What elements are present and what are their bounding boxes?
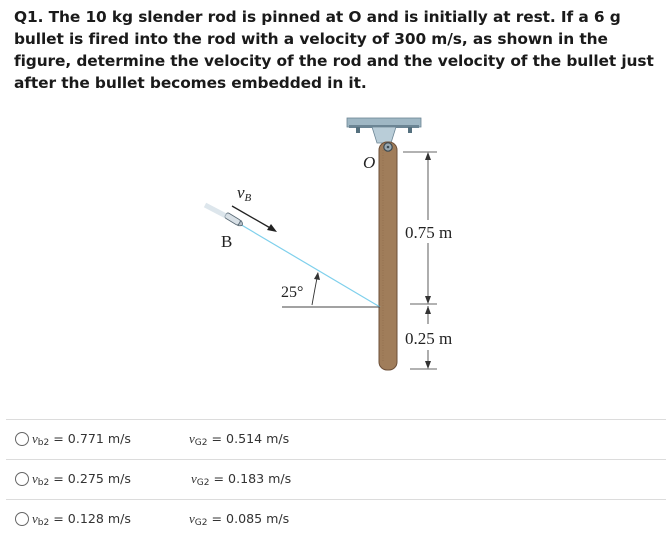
option-vg: $v_{G2} = 0.183$ m/s	[191, 471, 292, 488]
option-row[interactable]	[6, 419, 666, 460]
option-vb: $v_{b2} = 0.771$ m/s	[32, 431, 131, 448]
label-B: B	[221, 232, 233, 251]
bolt-right	[408, 127, 412, 133]
option-vg: $v_{G2} = 0.514$ m/s	[189, 431, 290, 448]
label-lower-length: 0.25 m	[405, 329, 453, 348]
slender-rod	[379, 142, 397, 370]
radio-button[interactable]	[15, 432, 29, 446]
option-vb: $v_{b2} = 0.275$ m/s	[32, 471, 131, 488]
option-row[interactable]	[6, 459, 666, 500]
question-text: Q1. The 10 kg slender rod is pinned at O and is initially at rest. If a 6 g bullet is fired into the rod with a velocity of 300 m/s, as shown in the figure, determine the velocity of the rod and the velocity of the bullet just after the bullet becomes embedded in it.	[14, 8, 654, 92]
radio-button[interactable]	[15, 512, 29, 526]
bullet-motion-blur	[205, 205, 226, 216]
option-row[interactable]	[6, 499, 666, 540]
bullet-B	[224, 212, 244, 227]
label-vB: vB	[237, 183, 252, 204]
bolt-left	[356, 127, 360, 133]
option-vg: $v_{G2} = 0.085$ m/s	[189, 511, 290, 528]
label-upper-length: 0.75 m	[405, 223, 453, 242]
label-O: O	[363, 153, 376, 172]
bullet-trajectory	[228, 217, 380, 307]
pin-bracket	[372, 127, 396, 143]
radio-button[interactable]	[15, 472, 29, 486]
option-vb: $v_{b2} = 0.128$ m/s	[32, 511, 131, 528]
label-angle: 25°	[281, 284, 304, 301]
